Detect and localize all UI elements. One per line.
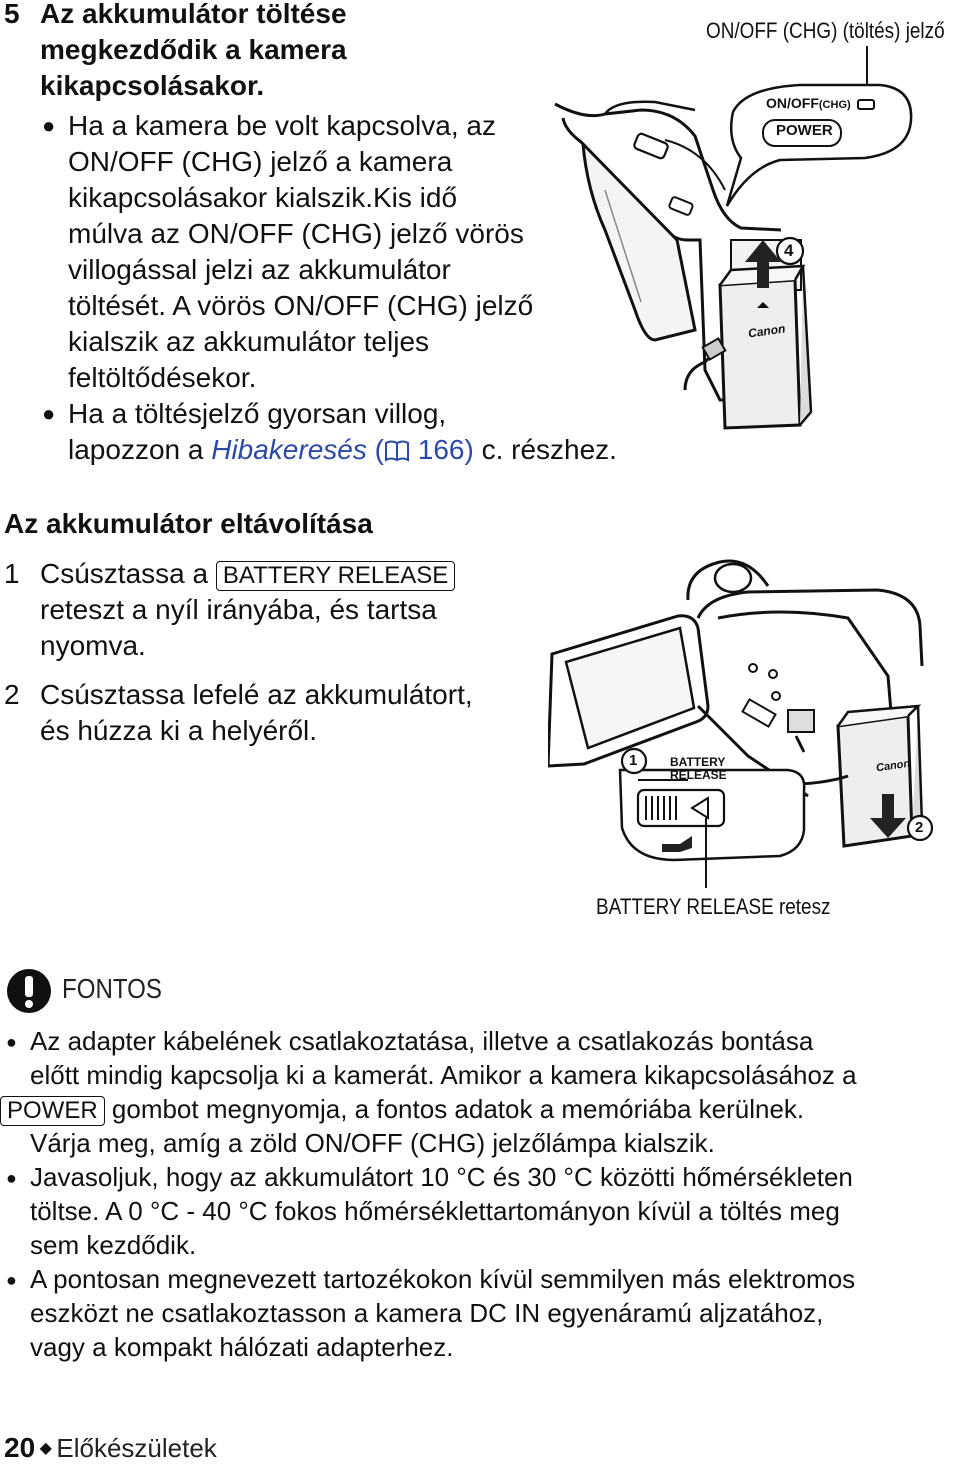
step5-bullet2 [68,396,617,472]
section-title: Az akkumulátor eltávolítása [4,508,373,539]
page-reference-link[interactable]: 166) [409,434,474,465]
text-span: ON/OFF [766,95,819,111]
text-line: Ha a töltésjelző gyorsan villog, [68,398,447,429]
text-line: A pontosan megnevezett tartozékokon kívül semmilyen más elektromos [30,1264,856,1294]
text-line: Várja meg, amíg a zöld ON/OFF (CHG) jelzőlámpa kialszik. [30,1128,715,1158]
important-icon [6,968,52,1019]
hibakereses-link[interactable]: Hibakeresés [211,434,367,465]
text-span: c. részhez. [473,434,617,465]
canon-logo: Canon [875,757,911,775]
onoff-indicator-label [766,95,851,113]
step-marker-4: 4 [784,241,794,260]
step5-heading-line: megkezdődik a kamera [40,34,347,65]
text-span: Csúsztassa a [40,558,216,589]
important-bullet2 [30,1160,853,1262]
camera-charging-illustration [545,40,960,440]
text-line: Csúsztassa lefelé az akkumulátort, [40,679,473,710]
text-line [40,556,455,592]
canon-logo: Canon [747,321,787,341]
text-line: kikapcsolásakor kialszik.Kis idő [68,182,458,213]
important-bullet1 [7,1024,857,1160]
text-line: feltöltődésekor. [68,362,257,393]
battery-release-caption: BATTERY RELEASE retesz [596,894,831,919]
important-title: FONTOS [62,973,162,1004]
text-line: RELEASE [670,768,727,782]
page-number: 20 [4,1432,36,1463]
text-line: töltse. A 0 °C - 40 °C fokos hőmérséklettartományon kívül a töltés meg [30,1196,840,1226]
bullet-dot: ● [42,401,56,426]
power-key: POWER [0,1096,105,1126]
text-line: villogással jelzi az akkumulátor [68,254,451,285]
power-button-label: POWER [776,122,833,139]
step2-text [40,677,473,749]
text-line: előtt mindig kapcsolja ki a kamerát. Amikor a kamera kikapcsolásához a [30,1060,857,1090]
step1-text [40,556,455,664]
step-marker-1: 1 [629,752,638,769]
text-line [68,432,617,472]
text-line [0,1092,857,1126]
text-line: sem kezdődik. [30,1230,197,1260]
battery-release-key: BATTERY RELEASE [216,561,455,591]
text-line: kialszik az akkumulátor teljes [68,326,430,357]
text-line: és húzza ki a helyéről. [40,715,318,746]
battery-removal-illustration [548,556,960,896]
text-line: Az adapter kábelének csatlakoztatása, illetve a csatlakozás bontása [30,1026,814,1056]
important-bullet3 [30,1262,855,1364]
ref-open: ( [366,434,384,465]
bullet-dot: ● [6,1032,17,1052]
text-line: ON/OFF (CHG) jelző a kamera [68,146,453,177]
step5-heading-line: kikapcsolásakor. [40,70,265,101]
step1-number: 1 [4,558,20,589]
book-icon [384,436,410,472]
text-line: múlva az ON/OFF (CHG) jelző vörös [68,218,524,249]
step-marker-2: 2 [915,819,924,836]
footer-section-name: Előkészületek [56,1433,217,1463]
battery-release-switch-label [670,756,727,782]
text-line: reteszt a nyíl irányába, és tartsa [40,594,437,625]
text-line: töltését. A vörös ON/OFF (CHG) jelző [68,290,534,321]
step5-heading [40,0,347,104]
step5-number: 5 [4,0,20,29]
text-span: (CHG) [818,99,851,111]
step2-number: 2 [4,679,20,710]
text-line: vagy a kompakt hálózati adapterhez. [30,1332,454,1362]
bullet-dot: ● [42,113,56,138]
step5-heading-line: Az akkumulátor töltése [40,0,347,29]
bullet-dot: ● [6,1270,17,1290]
text-line: Ha a kamera be volt kapcsolva, az [68,110,496,141]
text-span: gombot megnyomja, a fontos adatok a memóriába kerülnek. [104,1094,805,1124]
diamond-icon: ◆ [39,1440,52,1457]
text-line: eszközt ne csatlakoztasson a kamera DC IN egyenáramú aljzatához, [30,1298,824,1328]
text-line: nyomva. [40,630,146,661]
text-line: Javasoljuk, hogy az akkumulátort 10 °C és 30 °C közötti hőmérsékleten [30,1162,853,1192]
onoff-callout-label: ON/OFF (CHG) (töltés) jelző [706,18,945,43]
page-footer [4,1430,217,1466]
step5-bullet1 [68,108,533,396]
bullet-dot: ● [6,1168,17,1188]
text-line: BATTERY [670,755,726,769]
text-span: lapozzon a [68,434,212,465]
